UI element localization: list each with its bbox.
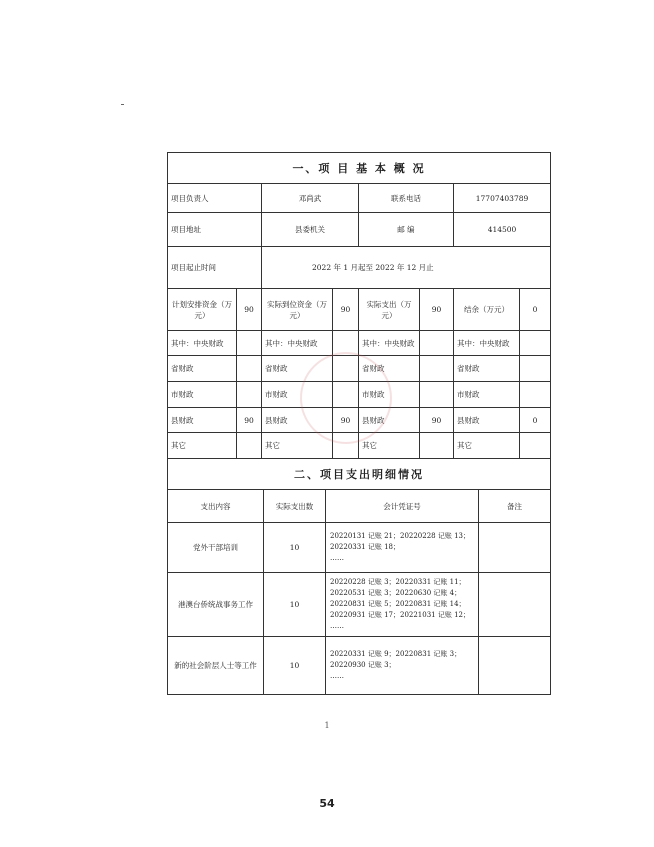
source-label: 市财政 (454, 382, 520, 408)
source-value (333, 356, 359, 382)
source-value (333, 382, 359, 408)
source-value: 90 (420, 408, 454, 433)
funding-row (168, 408, 551, 433)
voucher-line: 20220931 记账 17；20221031 记账 12； (330, 611, 470, 619)
project-sheet (167, 152, 550, 695)
source-label: 其它 (168, 433, 237, 459)
voucher-line: 20220331 记账 18； (330, 543, 400, 551)
source-value (420, 356, 454, 382)
source-label: 市财政 (168, 382, 237, 408)
voucher-line: …… (330, 672, 344, 680)
voucher-cell (326, 637, 479, 695)
funding-row (168, 382, 551, 408)
voucher-line: 20220831 记账 5；20220831 记账 14； (330, 600, 466, 608)
source-value (333, 433, 359, 459)
source-label: 其中：中央财政 (262, 331, 333, 356)
balance-value: 0 (520, 289, 551, 331)
source-value: 0 (520, 408, 551, 433)
source-label: 其中：中央财政 (168, 331, 237, 356)
balance-label: 结余（万元） (454, 289, 520, 331)
received-value: 90 (333, 289, 359, 331)
source-value (237, 331, 262, 356)
source-value: 90 (333, 408, 359, 433)
postcode-value: 414500 (454, 213, 551, 247)
voucher-line: 20220131 记账 21；20220228 记账 13； (330, 532, 470, 540)
source-label: 县财政 (359, 408, 420, 433)
table-row (168, 637, 551, 695)
table-row (168, 573, 551, 637)
expense-content: 新的社会阶层人士等工作 (168, 637, 264, 695)
spent-value: 90 (420, 289, 454, 331)
received-label: 实际到位资金（万元） (262, 289, 333, 331)
source-label: 市财政 (359, 382, 420, 408)
source-label: 其它 (454, 433, 520, 459)
header-content: 支出内容 (168, 490, 264, 523)
voucher-line: …… (330, 622, 344, 630)
postcode-label: 邮 编 (359, 213, 454, 247)
source-label: 其它 (262, 433, 333, 459)
source-label: 省财政 (454, 356, 520, 382)
source-value (237, 382, 262, 408)
source-label: 县财政 (168, 408, 237, 433)
phone-label: 联系电话 (359, 184, 454, 213)
expense-note (479, 637, 551, 695)
phone-value: 17707403789 (454, 184, 551, 213)
source-label: 市财政 (262, 382, 333, 408)
planned-value: 90 (237, 289, 262, 331)
spent-label: 实际支出（万元） (359, 289, 420, 331)
source-value (237, 356, 262, 382)
expense-note (479, 573, 551, 637)
table-row (168, 523, 551, 573)
voucher-line: 20220531 记账 3；20220630 记账 4； (330, 589, 462, 597)
source-value (520, 331, 551, 356)
expense-note (479, 523, 551, 573)
source-value (520, 433, 551, 459)
source-value (520, 382, 551, 408)
table-header-row (168, 490, 551, 523)
expense-content: 港澳台侨统战事务工作 (168, 573, 264, 637)
header-amount: 实际支出数 (264, 490, 326, 523)
expense-content: 党外干部培训 (168, 523, 264, 573)
address-label: 项目地址 (168, 213, 262, 247)
source-value (420, 331, 454, 356)
source-label: 省财政 (359, 356, 420, 382)
expense-amount: 10 (264, 523, 326, 573)
funding-row (168, 331, 551, 356)
basic-info-table (167, 152, 551, 459)
funding-row (168, 356, 551, 382)
page-number: 54 (319, 797, 335, 810)
source-value: 90 (237, 408, 262, 433)
source-value (520, 356, 551, 382)
voucher-cell (326, 573, 479, 637)
source-label: 省财政 (168, 356, 237, 382)
period-label: 项目起止时间 (168, 247, 262, 289)
voucher-line: 20220331 记账 9；20220831 记账 3； (330, 650, 462, 658)
manager-value: 邓尚武 (262, 184, 359, 213)
header-note: 备注 (479, 490, 551, 523)
voucher-cell (326, 523, 479, 573)
source-label: 省财政 (262, 356, 333, 382)
source-label: 其中：中央财政 (454, 331, 520, 356)
expense-amount: 10 (264, 637, 326, 695)
header-voucher: 会计凭证号 (326, 490, 479, 523)
voucher-line: 20220930 记账 3； (330, 661, 396, 669)
voucher-line: 20220228 记账 3；20220331 记账 11； (330, 578, 466, 586)
voucher-line: …… (330, 554, 344, 562)
source-value (237, 433, 262, 459)
period-value: 2022 年 1 月起至 2022 年 12 月止 (262, 247, 551, 289)
source-label: 县财政 (454, 408, 520, 433)
funding-row (168, 433, 551, 459)
expense-detail-table (167, 458, 551, 695)
planned-label: 计划安排资金（万元） (168, 289, 237, 331)
section2-title: 二、项目支出明细情况 (168, 459, 551, 490)
manager-label: 项目负责人 (168, 184, 262, 213)
inner-page-mark: 1 (324, 721, 330, 730)
source-value (420, 382, 454, 408)
address-value: 县委机关 (262, 213, 359, 247)
source-label: 县财政 (262, 408, 333, 433)
source-label: 其它 (359, 433, 420, 459)
expense-amount: 10 (264, 573, 326, 637)
source-value (333, 331, 359, 356)
source-label: 其中：中央财政 (359, 331, 420, 356)
section1-title: 一、项 目 基 本 概 况 (168, 153, 551, 184)
scan-speck (121, 104, 124, 105)
source-value (420, 433, 454, 459)
